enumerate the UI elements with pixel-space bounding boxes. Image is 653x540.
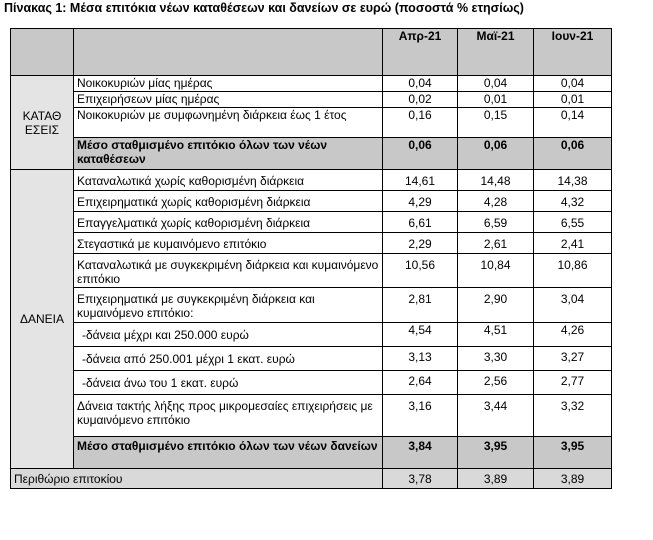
- row-label: Επαγγελματικά χωρίς καθορισμένη διάρκεια: [74, 212, 383, 233]
- row-label: -δάνεια από 250.001 μέχρι 1 εκατ. ευρώ: [74, 347, 383, 371]
- row-label: Επιχειρηματικά χωρίς καθορισμένη διάρκεια: [74, 191, 383, 212]
- cell-value: 4,32: [534, 191, 612, 212]
- row-label: Καταναλωτικά με συγκεκριμένη διάρκεια και κυμαινόμενο επιτόκιο: [74, 254, 383, 288]
- row-label: Περιθώριο επιτοκίου: [11, 469, 383, 489]
- cell-value: 3,32: [534, 395, 612, 437]
- cell-value: 0,01: [458, 92, 534, 108]
- cell-value: 0,06: [534, 138, 612, 170]
- cell-value: 3,13: [383, 347, 458, 371]
- cell-value: 0,14: [534, 108, 612, 138]
- table-row: [11, 233, 612, 254]
- cell-value: 3,44: [458, 395, 534, 437]
- interest-rates-table: [10, 28, 612, 489]
- table-title: Πίνακας 1: Μέσα επιτόκια νέων καταθέσεων και δανείων σε ευρώ (ποσοστά % ετησίως): [4, 1, 524, 15]
- row-label: Επιχειρηματικά με συγκεκριμένη διάρκεια και κυμαινόμενο επιτόκιο:: [74, 288, 383, 323]
- table-row: [11, 371, 612, 395]
- row-label: Δάνεια τακτής λήξης προς μικρομεσαίες επιχειρήσεις με κυμαινόμενο επιτόκιο: [74, 395, 383, 437]
- cell-value: 0,04: [383, 76, 458, 92]
- cell-value: 2,61: [458, 233, 534, 254]
- cell-value: 3,27: [534, 347, 612, 371]
- row-label: Στεγαστικά με κυμαινόμενο επιτόκιο: [74, 233, 383, 254]
- cell-value: 10,86: [534, 254, 612, 288]
- cell-value: 0,06: [383, 138, 458, 170]
- cell-value: 3,89: [458, 469, 534, 489]
- cell-value: 2,56: [458, 371, 534, 395]
- cell-value: 3,95: [534, 437, 612, 469]
- row-label: -δάνεια άνω του 1 εκατ. ευρώ: [74, 371, 383, 395]
- cell-value: 2,41: [534, 233, 612, 254]
- cell-value: 4,29: [383, 191, 458, 212]
- cell-value: 2,64: [383, 371, 458, 395]
- table-row: [11, 347, 612, 371]
- margin-row: [11, 469, 612, 489]
- row-label: Μέσο σταθμισμένο επιτόκιο όλων των νέων δανείων: [74, 437, 383, 469]
- cell-value: 4,51: [458, 323, 534, 347]
- cell-value: 3,95: [458, 437, 534, 469]
- cell-value: 2,29: [383, 233, 458, 254]
- table-row: [11, 288, 612, 323]
- col-header-jun: Ιουν-21: [534, 29, 612, 76]
- table-row: [11, 191, 612, 212]
- cell-value: 6,61: [383, 212, 458, 233]
- cell-value: 3,78: [383, 469, 458, 489]
- cell-value: 0,01: [534, 92, 612, 108]
- table-row: [11, 92, 612, 108]
- header-blank-label: [74, 29, 383, 76]
- header-row: [11, 29, 612, 76]
- cell-value: 14,48: [458, 170, 534, 191]
- table-row: [11, 254, 612, 288]
- row-label: -δάνεια μέχρι και 250.000 ευρώ: [74, 323, 383, 347]
- cell-value: 3,04: [534, 288, 612, 323]
- table-row: [11, 212, 612, 233]
- cell-value: 0,16: [383, 108, 458, 138]
- header-blank-group: [11, 29, 74, 76]
- cell-value: 2,77: [534, 371, 612, 395]
- row-label: Μέσο σταθμισμένο επιτόκιο όλων των νέων καταθέσεων: [74, 138, 383, 170]
- cell-value: 3,89: [534, 469, 612, 489]
- row-label: Νοικοκυριών με συμφωνημένη διάρκεια έως 1 έτος: [74, 108, 383, 138]
- cell-value: 0,06: [458, 138, 534, 170]
- loans-average-row: [11, 437, 612, 469]
- cell-value: 3,16: [383, 395, 458, 437]
- cell-value: 0,04: [458, 76, 534, 92]
- cell-value: 6,59: [458, 212, 534, 233]
- cell-value: 0,02: [383, 92, 458, 108]
- row-label: Νοικοκυριών μίας ημέρας: [74, 76, 383, 92]
- cell-value: 4,54: [383, 323, 458, 347]
- deposits-average-row: [11, 138, 612, 170]
- group-label-loans: ΔΑΝΕΙΑ: [11, 170, 74, 469]
- table-row: [11, 108, 612, 138]
- cell-value: 4,26: [534, 323, 612, 347]
- table-row: [11, 76, 612, 92]
- table-row: [11, 395, 612, 437]
- cell-value: 14,61: [383, 170, 458, 191]
- col-header-apr: Απρ-21: [383, 29, 458, 76]
- cell-value: 0,15: [458, 108, 534, 138]
- cell-value: 4,28: [458, 191, 534, 212]
- cell-value: 14,38: [534, 170, 612, 191]
- cell-value: 6,55: [534, 212, 612, 233]
- cell-value: 2,90: [458, 288, 534, 323]
- table-row: [11, 323, 612, 347]
- row-label: Καταναλωτικά χωρίς καθορισμένη διάρκεια: [74, 170, 383, 191]
- cell-value: 3,30: [458, 347, 534, 371]
- group-label-deposits: ΚΑΤΑΘ ΕΣΕΙΣ: [11, 76, 74, 170]
- col-header-may: Μαϊ-21: [458, 29, 534, 76]
- cell-value: 10,84: [458, 254, 534, 288]
- cell-value: 2,81: [383, 288, 458, 323]
- cell-value: 0,04: [534, 76, 612, 92]
- table-row: [11, 170, 612, 191]
- cell-value: 10,56: [383, 254, 458, 288]
- row-label: Επιχειρήσεων μίας ημέρας: [74, 92, 383, 108]
- cell-value: 3,84: [383, 437, 458, 469]
